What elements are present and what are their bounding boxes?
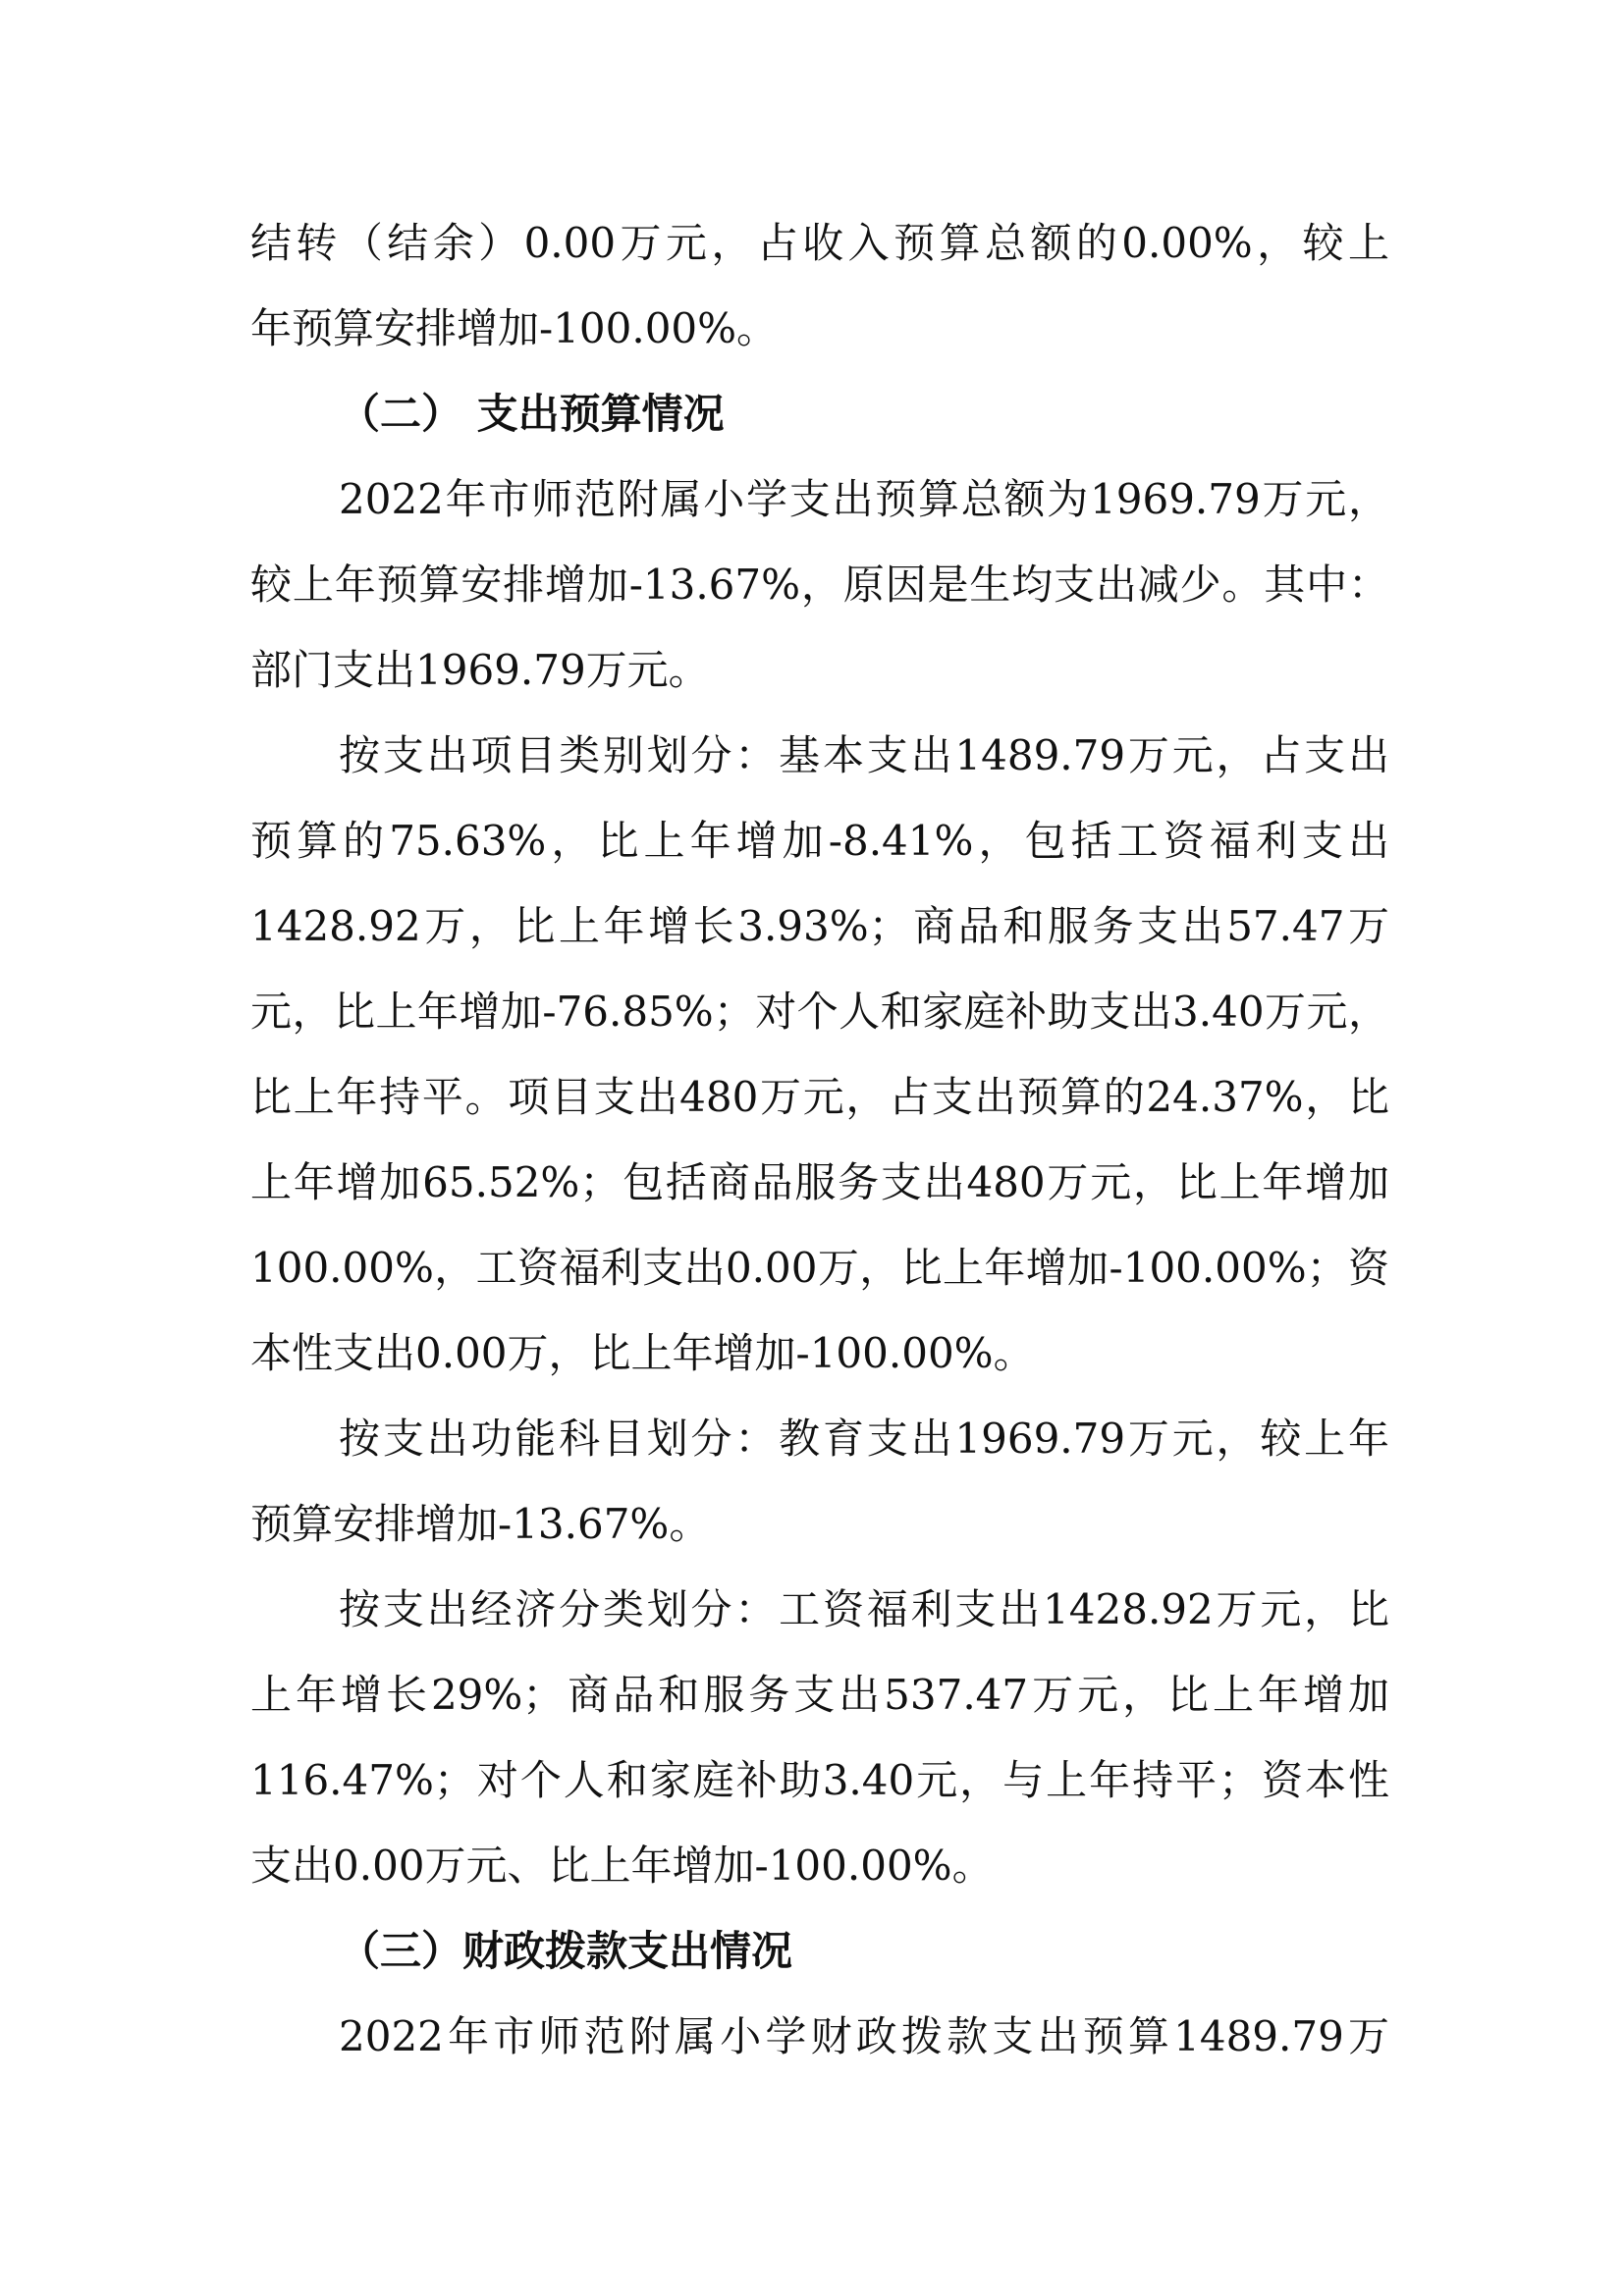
text-line: 部门支出1969.79万元。 <box>250 646 710 694</box>
text-line: 2022年市师范附属小学支出预算总额为1969.79万元， <box>339 475 1389 523</box>
section-heading-fiscal-appropriation: （三）财政拨款支出情况 <box>339 1927 793 1975</box>
text-line: 按支出项目类别划分：基本支出1489.79万元，占支出 <box>339 731 1389 779</box>
text-line: 支出0.00万元、比上年增加-100.00%。 <box>250 1842 994 1890</box>
text-line: 按支出经济分类划分：工资福利支出1428.92万元，比 <box>339 1585 1389 1633</box>
text-line: 元，比上年增加-76.85%；对个人和家庭补助支出3.40万元， <box>250 988 1389 1036</box>
section-heading-expenditure-budget: （二） 支出预算情况 <box>339 390 725 438</box>
text-line: 上年增长29%；商品和服务支出537.47万元，比上年增加 <box>250 1671 1389 1719</box>
text-line: 结转（结余）0.00万元，占收入预算总额的0.00%，较上 <box>250 219 1389 267</box>
text-line: 按支出功能科目划分：教育支出1969.79万元，较上年 <box>339 1415 1389 1463</box>
text-line: 100.00%，工资福利支出0.00万，比上年增加-100.00%；资 <box>250 1244 1389 1292</box>
text-line: 上年增加65.52%；包括商品服务支出480万元，比上年增加 <box>250 1158 1389 1206</box>
text-line: 1428.92万，比上年增长3.93%；商品和服务支出57.47万 <box>250 902 1389 950</box>
text-line: 2022年市师范附属小学财政拨款支出预算1489.79万 <box>339 2012 1389 2060</box>
text-line: 本性支出0.00万，比上年增加-100.00%。 <box>250 1329 1035 1377</box>
text-line: 较上年预算安排增加-13.67%，原因是生均支出减少。其中： <box>250 561 1389 609</box>
text-line: 年预算安排增加-100.00%。 <box>250 304 779 352</box>
text-line: 比上年持平。项目支出480万元，占支出预算的24.37%，比 <box>250 1073 1389 1121</box>
text-line: 116.47%；对个人和家庭补助3.40元，与上年持平；资本性 <box>250 1756 1389 1804</box>
text-line: 预算安排增加-13.67%。 <box>250 1500 711 1548</box>
text-line: 预算的75.63%，比上年增加-8.41%，包括工资福利支出 <box>250 817 1389 865</box>
